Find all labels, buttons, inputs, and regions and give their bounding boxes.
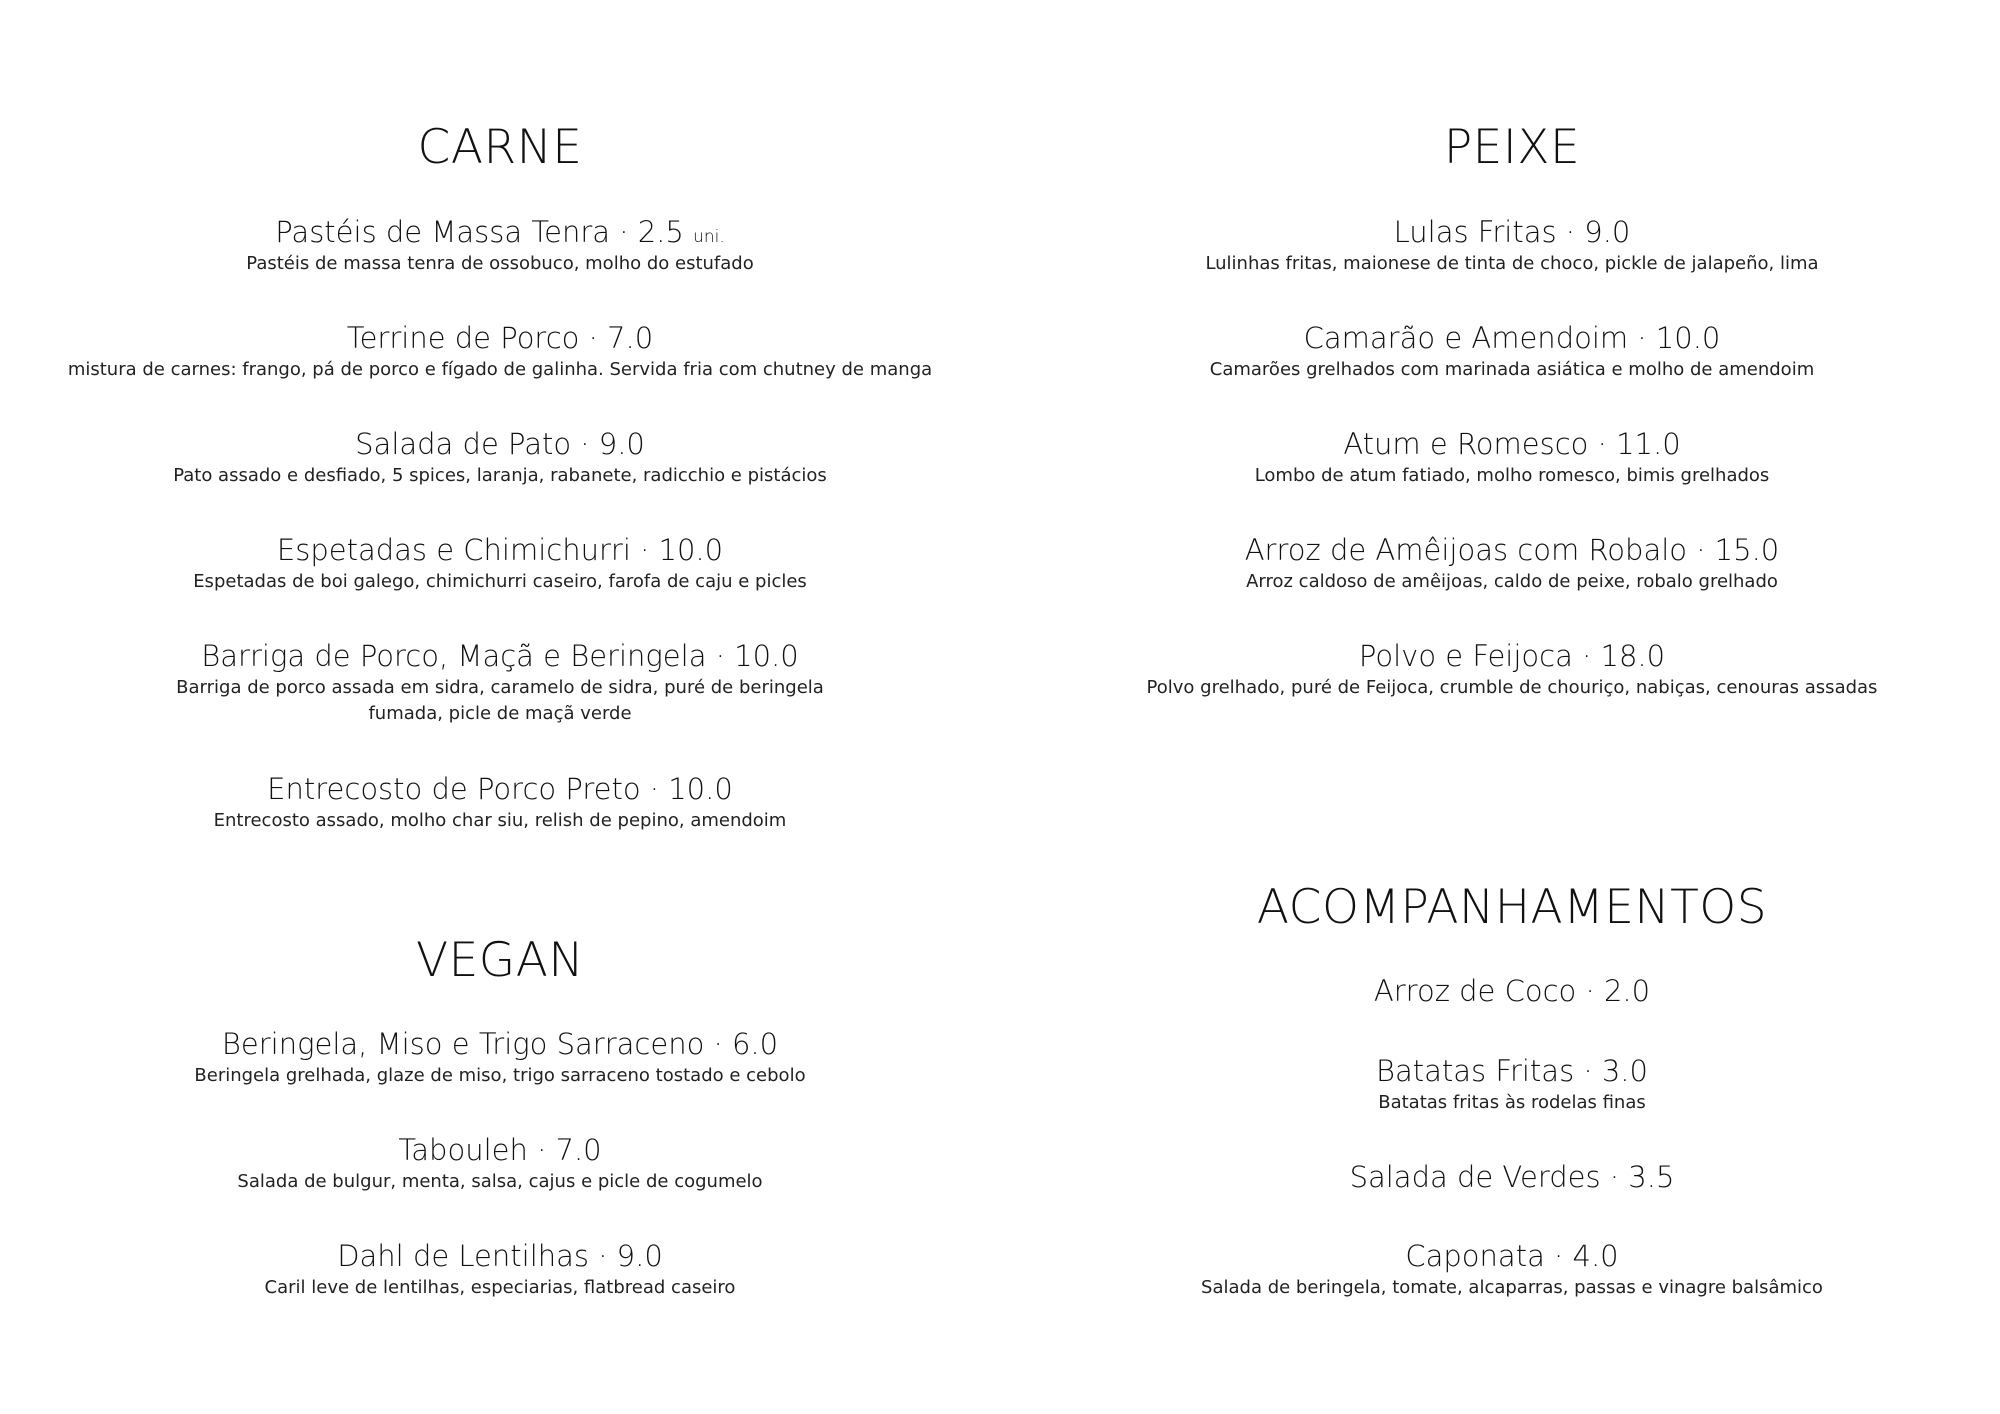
menu-item-barriga-porco — [0, 640, 1000, 728]
item-name: Entrecosto de Porco Preto · 10.0 — [267, 772, 733, 806]
menu-item-polvo — [1012, 640, 2000, 701]
menu-item-batatas-fritas — [1012, 1055, 2000, 1116]
item-desc: Polvo grelhado, puré de Feijoca, crumble de chouriço, nabiças, cenouras assadas — [1146, 677, 1878, 699]
item-name: Salada de Pato · 9.0 — [355, 427, 645, 461]
item-unit: uni. — [693, 227, 725, 247]
section-title-acompanhamentos: ACOMPANHAMENTOS — [1256, 880, 1768, 935]
item-name: Camarão e Amendoim · 10.0 — [1303, 321, 1721, 355]
item-name: Caponata · 4.0 — [1405, 1239, 1619, 1273]
item-desc: Salada de beringela, tomate, alcaparras, passas e vinagre balsâmico — [1201, 1277, 1823, 1299]
item-desc: Camarões grelhados com marinada asiática e molho de amendoim — [1209, 359, 1815, 381]
item-desc: mistura de carnes: frango, pá de porco e fígado de galinha. Servida fria com chutney de manga — [67, 359, 933, 381]
item-name: Barriga de Porco, Maçã e Beringela · 10.0 — [201, 639, 799, 673]
item-desc: Lulinhas fritas, maionese de tinta de choco, pickle de jalapeño, lima — [1205, 253, 1819, 275]
menu-item-arroz-coco — [1012, 975, 2000, 1008]
item-desc: Lombo de atum fatiado, molho romesco, bimis grelhados — [1254, 465, 1770, 487]
section-title-vegan: VEGAN — [415, 933, 585, 988]
item-name: Tabouleh · 7.0 — [398, 1133, 602, 1167]
item-desc: Pato assado e desfiado, 5 spices, laranja, rabanete, radicchio e pistácios — [173, 465, 827, 487]
menu-item-salada-pato — [0, 428, 1000, 489]
item-name: Salada de Verdes · 3.5 — [1349, 1160, 1675, 1194]
item-name: Arroz de Amêijoas com Robalo · 15.0 — [1244, 533, 1780, 567]
item-desc: Caril leve de lentilhas, especiarias, flatbread caseiro — [264, 1277, 736, 1299]
item-desc: Salada de bulgur, menta, salsa, cajus e picle de cogumelo — [237, 1171, 763, 1193]
menu-item-dahl — [0, 1240, 1000, 1301]
menu-item-salada-verdes — [1012, 1161, 2000, 1194]
item-name: Atum e Romesco · 11.0 — [1343, 427, 1681, 461]
item-desc: Beringela grelhada, glaze de miso, trigo sarraceno tostado e cebolo — [194, 1065, 806, 1087]
item-desc: Batatas fritas às rodelas finas — [1378, 1092, 1646, 1114]
menu-item-camarao — [1012, 322, 2000, 383]
item-name: Lulas Fritas · 9.0 — [1393, 215, 1631, 249]
section-title-peixe: PEIXE — [1443, 120, 1581, 175]
menu-item-tabouleh — [0, 1134, 1000, 1195]
item-desc: Arroz caldoso de amêijoas, caldo de peixe, robalo grelhado — [1246, 571, 1778, 593]
item-name: Batatas Fritas · 3.0 — [1376, 1054, 1648, 1088]
item-name: Dahl de Lentilhas · 9.0 — [337, 1239, 663, 1273]
item-name: Beringela, Miso e Trigo Sarraceno · 6.0 — [221, 1027, 779, 1061]
item-name: Pastéis de Massa Tenra · 2.5 uni. — [275, 215, 725, 249]
menu-item-espetadas — [0, 534, 1000, 595]
right-column — [1012, 0, 2000, 1414]
item-desc: Pastéis de massa tenra de ossobuco, molho do estufado — [246, 253, 754, 275]
menu-item-beringela-miso — [0, 1028, 1000, 1089]
menu-item-caponata — [1012, 1240, 2000, 1301]
item-desc: Barriga de porco assada em sidra, caramelo de sidra, puré de beringela fumada, picle de maçã verde — [176, 677, 824, 725]
item-name: Polvo e Feijoca · 18.0 — [1358, 639, 1666, 673]
item-name: Terrine de Porco · 7.0 — [346, 321, 654, 355]
section-title-carne: CARNE — [417, 120, 583, 175]
item-name: Arroz de Coco · 2.0 — [1373, 974, 1651, 1008]
item-name: Espetadas e Chimichurri · 10.0 — [276, 533, 724, 567]
item-desc: Espetadas de boi galego, chimichurri caseiro, farofa de caju e picles — [193, 571, 807, 593]
menu-item-pasteis — [0, 216, 1000, 277]
menu-item-lulas — [1012, 216, 2000, 277]
item-desc: Entrecosto assado, molho char siu, relish de pepino, amendoim — [213, 810, 787, 832]
menu-item-arroz-ameijoas — [1012, 534, 2000, 595]
menu-item-entrecosto — [0, 773, 1000, 834]
menu-item-terrine — [0, 322, 1000, 383]
menu-item-atum — [1012, 428, 2000, 489]
